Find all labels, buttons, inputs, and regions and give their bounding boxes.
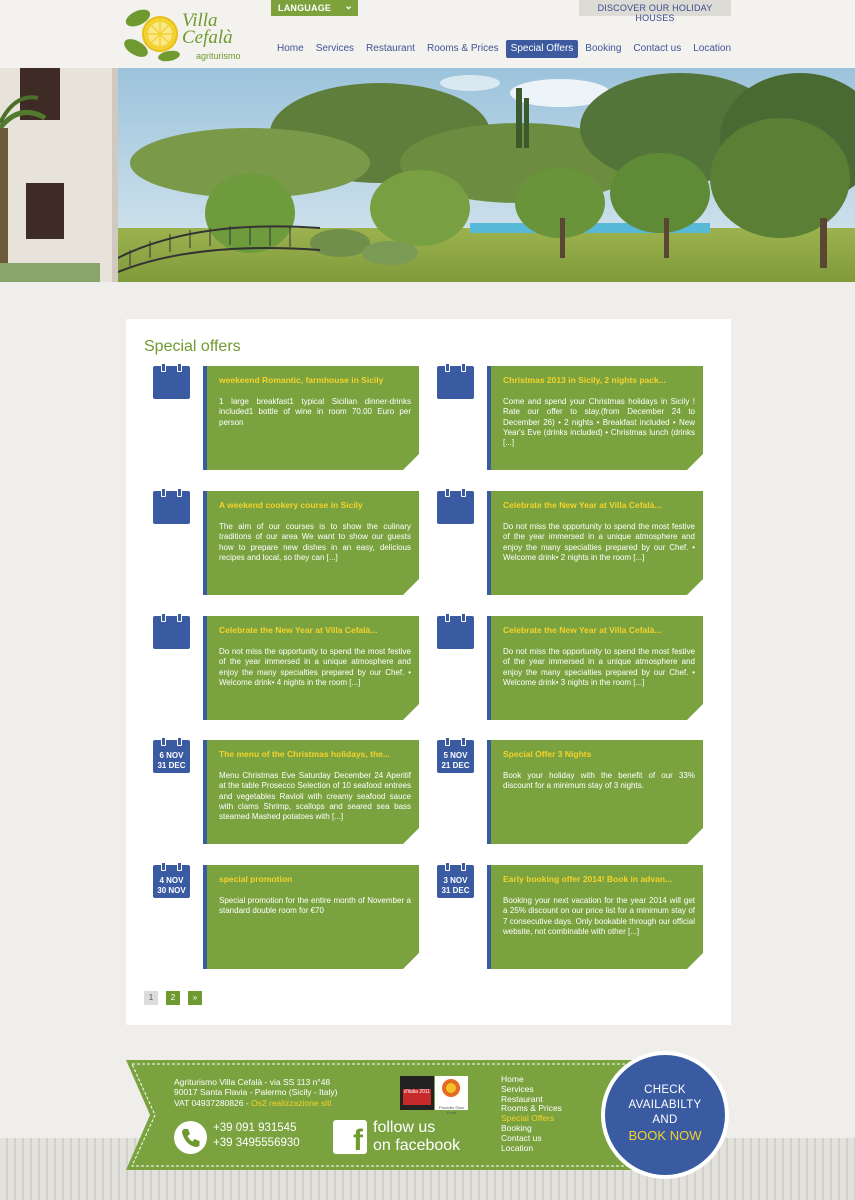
offer-card[interactable] <box>153 865 428 971</box>
offer-card[interactable] <box>437 865 712 971</box>
offer-card[interactable] <box>153 616 428 722</box>
calendar-icon <box>437 491 474 524</box>
nav-contact-us[interactable]: Contact us <box>633 43 682 54</box>
phone-icon <box>174 1121 207 1154</box>
offer-text: Do not miss the opportunity to spend the most festive of the year immersed in a unique atmosphere and enjoy the many specialties prepared by our Chef. • Welcome drink• 2 nights in the room [...] <box>503 522 695 562</box>
offer-title-link[interactable]: Celebrate the New Year at Villa Cefalà... <box>503 625 662 635</box>
offer-body <box>487 491 703 595</box>
offer-date-to: 21 DEC <box>441 761 470 770</box>
offer-text: Booking your next vacation for the year 2014 will get a 25% discount on our price list for a minimum stay of 7 consecutive days. Only bookable through our official website, not combinable with other [...] <box>503 896 695 936</box>
award-text: Prodotto Slow Food <box>439 1105 464 1115</box>
offer-text: Book your holiday with the benefit of our 33% discount for a minimum stay of 3 nights. <box>503 771 695 791</box>
logo-subtitle: agriturismo <box>196 51 241 61</box>
footer-link-location[interactable]: Location <box>501 1142 534 1153</box>
nav-services[interactable]: Services <box>315 43 355 54</box>
phone-number[interactable]: +39 3495556930 <box>213 1137 300 1149</box>
award-logo-slow-food <box>435 1076 468 1115</box>
footer-link-rooms-prices[interactable]: Rooms & Prices <box>501 1103 562 1114</box>
page-fold-decoration <box>687 953 703 969</box>
cta-book-now-text: BOOK NOW <box>628 1128 702 1143</box>
discover-holiday-houses-link[interactable]: DISCOVER OUR HOLIDAY HOUSES <box>579 0 731 16</box>
footer-link-restaurant[interactable]: Restaurant <box>501 1093 543 1104</box>
special-offers-panel <box>126 319 731 1025</box>
offer-card[interactable] <box>153 740 428 846</box>
page-fold-decoration <box>403 454 419 470</box>
language-label: LANGUAGE <box>278 3 332 13</box>
offer-title-link[interactable]: Celebrate the New Year at Villa Cefalà... <box>219 625 378 635</box>
phone-numbers <box>213 1121 300 1151</box>
chevron-down-icon: ⌄ <box>344 1 353 12</box>
offer-text: Special promotion for the entire month of November a standard double room for €70 <box>219 896 411 916</box>
vat-number: VAT 04937280826 - <box>174 1097 249 1108</box>
offer-date-to: 30 NOV <box>157 886 186 895</box>
offer-text: Come and spend your Christmas holidays in Sicily ! Rate our offer to stay.(from December 24 to December 26) • 2 nights • Breakfast included • New Year's Eve (drinks included) • Christmas lunch (drinks [...] <box>503 397 695 448</box>
calendar-icon <box>153 491 190 524</box>
check-availability-book-now-button[interactable] <box>601 1051 729 1179</box>
page-fold-decoration <box>687 828 703 844</box>
award-logo-guida <box>400 1076 434 1110</box>
offer-body <box>487 616 703 720</box>
address-line: 90017 Santa Flavia - Palermo (Sicily - Italy) <box>174 1087 338 1098</box>
nav-home[interactable]: Home <box>277 43 304 54</box>
lemon-logo-icon <box>124 6 184 62</box>
offer-title-link[interactable]: weekeend Romantic, farmhouse in Sicily <box>219 375 384 385</box>
offer-card[interactable] <box>153 491 428 597</box>
cta-text: AVAILABILTY <box>628 1099 702 1111</box>
page-link-2[interactable]: 2 <box>166 991 180 1005</box>
offer-date-from: 3 NOV <box>443 876 468 885</box>
offer-body <box>487 366 703 470</box>
offer-title-link[interactable]: Celebrate the New Year at Villa Cefalà... <box>503 500 662 510</box>
offer-card[interactable] <box>153 366 428 472</box>
logo-title: Villa Cefalà <box>182 10 233 48</box>
facebook-follow-link[interactable] <box>373 1119 460 1155</box>
calendar-icon <box>153 616 190 649</box>
page-next-arrow[interactable]: » <box>188 991 202 1005</box>
site-header <box>0 0 855 68</box>
offer-text: Do not miss the opportunity to spend the most festive of the year immersed in a unique atmosphere and enjoy the many specialties prepared by our Chef. • Welcome drink• 4 nights in the room [...] <box>219 647 411 687</box>
offer-card[interactable] <box>437 366 712 472</box>
offer-date-from: 6 NOV <box>159 751 184 760</box>
page-fold-decoration <box>403 704 419 720</box>
offer-body <box>487 865 703 969</box>
credit-link[interactable]: Os2 realizzazione siti <box>251 1097 332 1108</box>
offer-card[interactable] <box>437 740 712 846</box>
offer-title-link[interactable]: The menu of the Christmas holidays, the... <box>219 749 390 759</box>
page-fold-decoration <box>687 454 703 470</box>
page-fold-decoration <box>403 828 419 844</box>
offer-body <box>487 740 703 844</box>
footer-link-home[interactable]: Home <box>501 1074 524 1084</box>
address-line: Agriturismo Villa Cefalà - via SS 113 n°48 <box>174 1077 331 1087</box>
offer-title-link[interactable]: Christmas 2013 in Sicily, 2 nights pack... <box>503 375 666 385</box>
phone-number[interactable]: +39 091 931545 <box>213 1122 297 1134</box>
offer-body <box>203 865 419 969</box>
language-select[interactable] <box>271 0 358 16</box>
award-text: d'italia 2011 <box>403 1089 431 1095</box>
calendar-icon <box>437 740 474 773</box>
facebook-text: on facebook <box>373 1137 461 1154</box>
offer-title-link[interactable]: A weekend cookery course in Sicily <box>219 500 363 510</box>
footer-link-special-offers[interactable]: Special Offers <box>501 1113 555 1124</box>
offer-date-from: 4 NOV <box>159 876 184 885</box>
badge-inner <box>605 1055 725 1175</box>
offer-body <box>203 366 419 470</box>
nav-special-offers[interactable]: Special Offers <box>506 40 579 58</box>
nav-location[interactable]: Location <box>693 43 732 54</box>
nav-restaurant[interactable]: Restaurant <box>366 43 415 54</box>
pagination <box>144 991 210 1005</box>
offer-card[interactable] <box>437 616 712 722</box>
vat-line <box>174 1098 337 1108</box>
cta-text: CHECK <box>644 1084 686 1096</box>
calendar-icon <box>153 366 190 399</box>
offer-title-link[interactable]: special promotion <box>219 874 293 884</box>
offer-text: Menu Christmas Eve Saturday December 24 Aperitif at the table Prosecco Selection of 10 seafood entrees and vegetables Ravioli with creamy seafood sauce with clams Shrimp, scallops and seared sea bass steamed Mashed potatoes with [...] <box>219 771 411 822</box>
page-fold-decoration <box>687 704 703 720</box>
page-title: Special offers <box>144 338 241 355</box>
offer-date-to: 31 DEC <box>441 886 470 895</box>
offer-body <box>203 740 419 844</box>
cta-text: AND <box>652 1114 678 1126</box>
facebook-text: follow us <box>373 1119 436 1136</box>
page-fold-decoration <box>403 953 419 969</box>
offer-text: 1 large breakfast1 typical Sicilian dinner-drinks included1 bottle of wine in room 70.00 Euro per person <box>219 397 411 427</box>
site-footer <box>126 1060 666 1170</box>
calendar-icon <box>153 740 190 773</box>
offer-card[interactable] <box>437 491 712 597</box>
calendar-icon <box>437 616 474 649</box>
footer-nav <box>501 1075 562 1153</box>
page-fold-decoration <box>687 579 703 595</box>
footer-link-contact-us[interactable]: Contact us <box>501 1132 542 1143</box>
site-logo[interactable] <box>124 6 244 62</box>
offer-title-link[interactable]: Special Offer 3 Nights <box>503 749 592 759</box>
main-nav <box>272 40 738 58</box>
hero-garden-photo <box>0 68 855 282</box>
nav-rooms-prices[interactable]: Rooms & Prices <box>426 43 499 54</box>
calendar-icon <box>437 865 474 898</box>
offer-date-from: 5 NOV <box>443 751 468 760</box>
nav-booking[interactable]: Booking <box>585 43 622 54</box>
offer-text: The aim of our courses is to show the culinary traditions of our area We want to show our guests how to prepare new dishes in an easy, delicious recipes and local, so they can [...] <box>219 522 411 562</box>
page-current: 1 <box>144 991 158 1005</box>
calendar-icon <box>437 366 474 399</box>
offer-title-link[interactable]: Early booking offer 2014! Book in advan... <box>503 874 673 884</box>
footer-link-services[interactable]: Services <box>501 1083 534 1094</box>
page-fold-decoration <box>403 579 419 595</box>
offer-text: Do not miss the opportunity to spend the most festive of the year immersed in a unique atmosphere and enjoy the many specialties prepared by our Chef. • Welcome drink• 3 nights in the room [...] <box>503 647 695 687</box>
offer-date-to: 31 DEC <box>157 761 186 770</box>
footer-address <box>174 1077 337 1108</box>
calendar-icon <box>153 865 190 898</box>
offer-body <box>203 616 419 720</box>
award-logos <box>400 1076 468 1115</box>
footer-link-booking[interactable]: Booking <box>501 1122 532 1133</box>
facebook-icon[interactable]: f <box>333 1120 367 1154</box>
offer-body <box>203 491 419 595</box>
